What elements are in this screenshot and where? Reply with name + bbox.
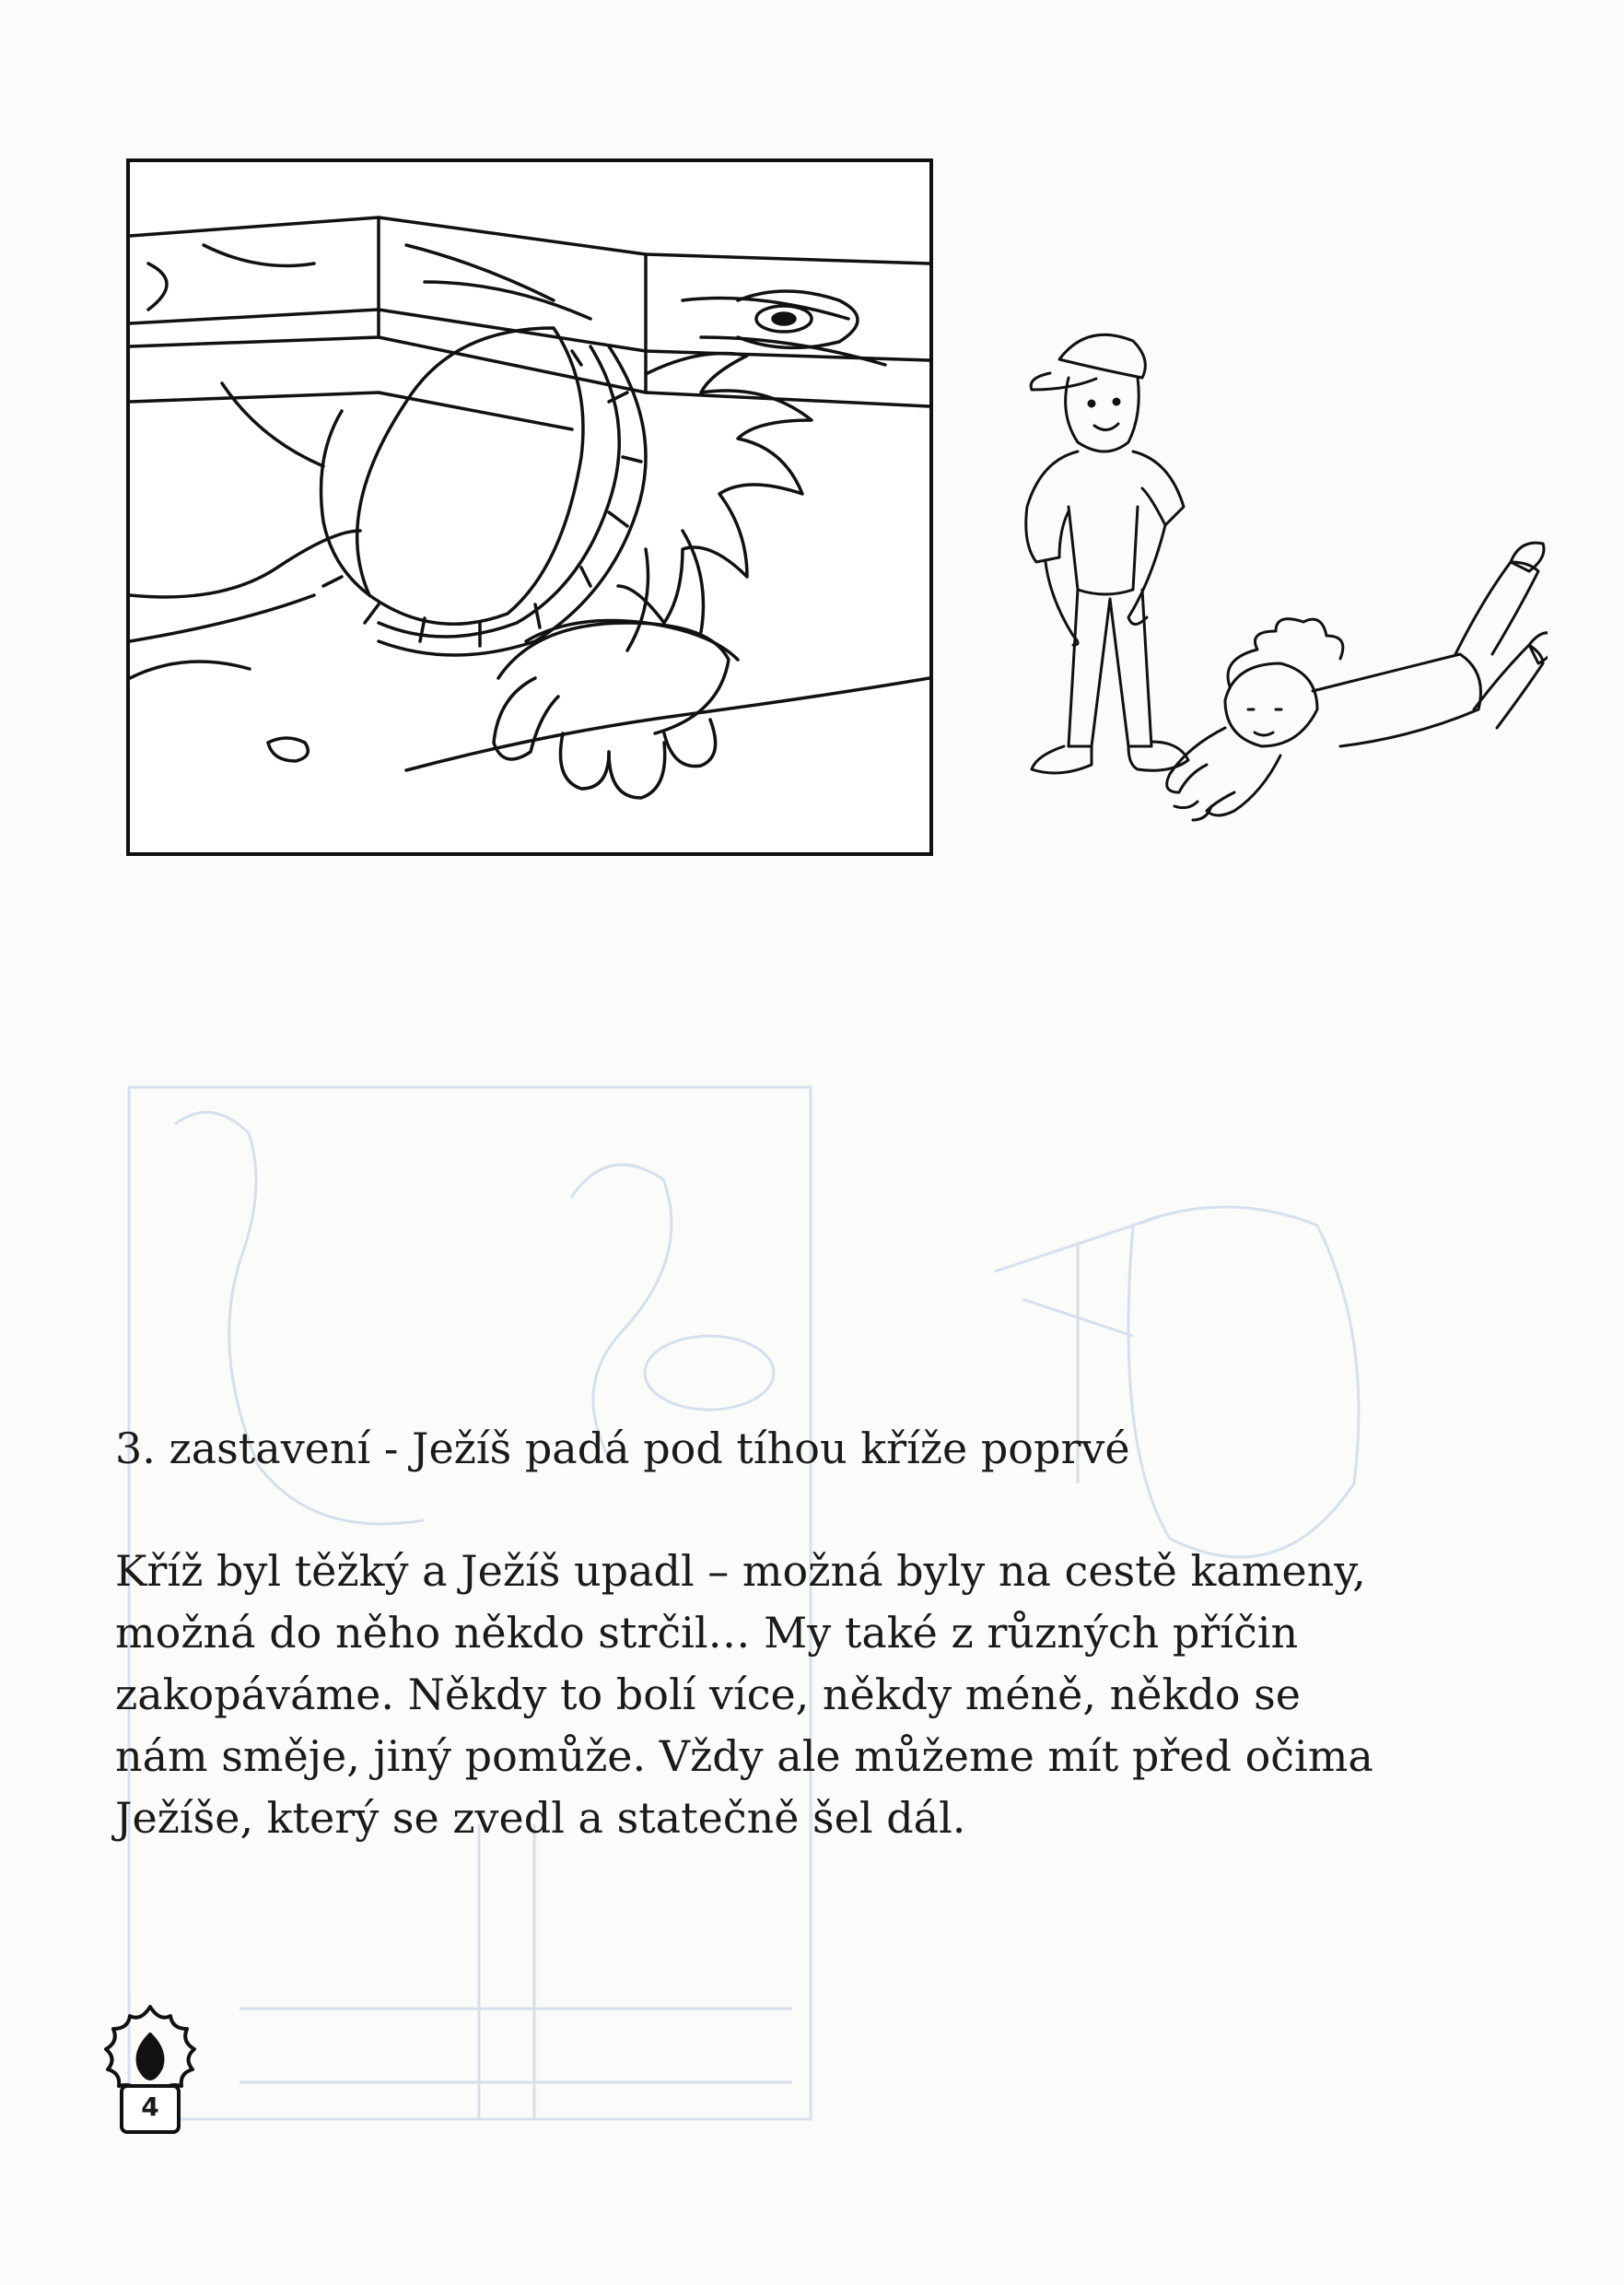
page-number: 4	[141, 2092, 159, 2122]
paragraph-line: nám směje, jiný pomůže. Vždy ale můžeme mít před očima	[115, 1731, 1373, 1781]
station-heading: 3. zastavení - Ježíš padá pod tíhou kříže poprvé	[115, 1424, 1130, 1473]
station-paragraph	[115, 1541, 1598, 1849]
illustration-panel	[126, 158, 933, 856]
paragraph-line: Kříž byl těžký a Ježíš upadl – možná byly na cestě kameny,	[115, 1546, 1366, 1596]
jesus-fallen-under-cross-illustration	[130, 162, 929, 852]
paragraph-line: zakopáváme. Někdy to bolí více, někdy méně, někdo se	[115, 1670, 1301, 1719]
children-illustration	[1013, 322, 1548, 838]
page-footer	[99, 1999, 201, 2138]
paragraph-line: možná do něho někdo strčil… My také z různých příčin	[115, 1608, 1299, 1658]
children-falling-illustration	[1013, 322, 1548, 838]
paragraph-line: Ježíše, který se zvedl a statečně šel dál.	[115, 1793, 966, 1843]
